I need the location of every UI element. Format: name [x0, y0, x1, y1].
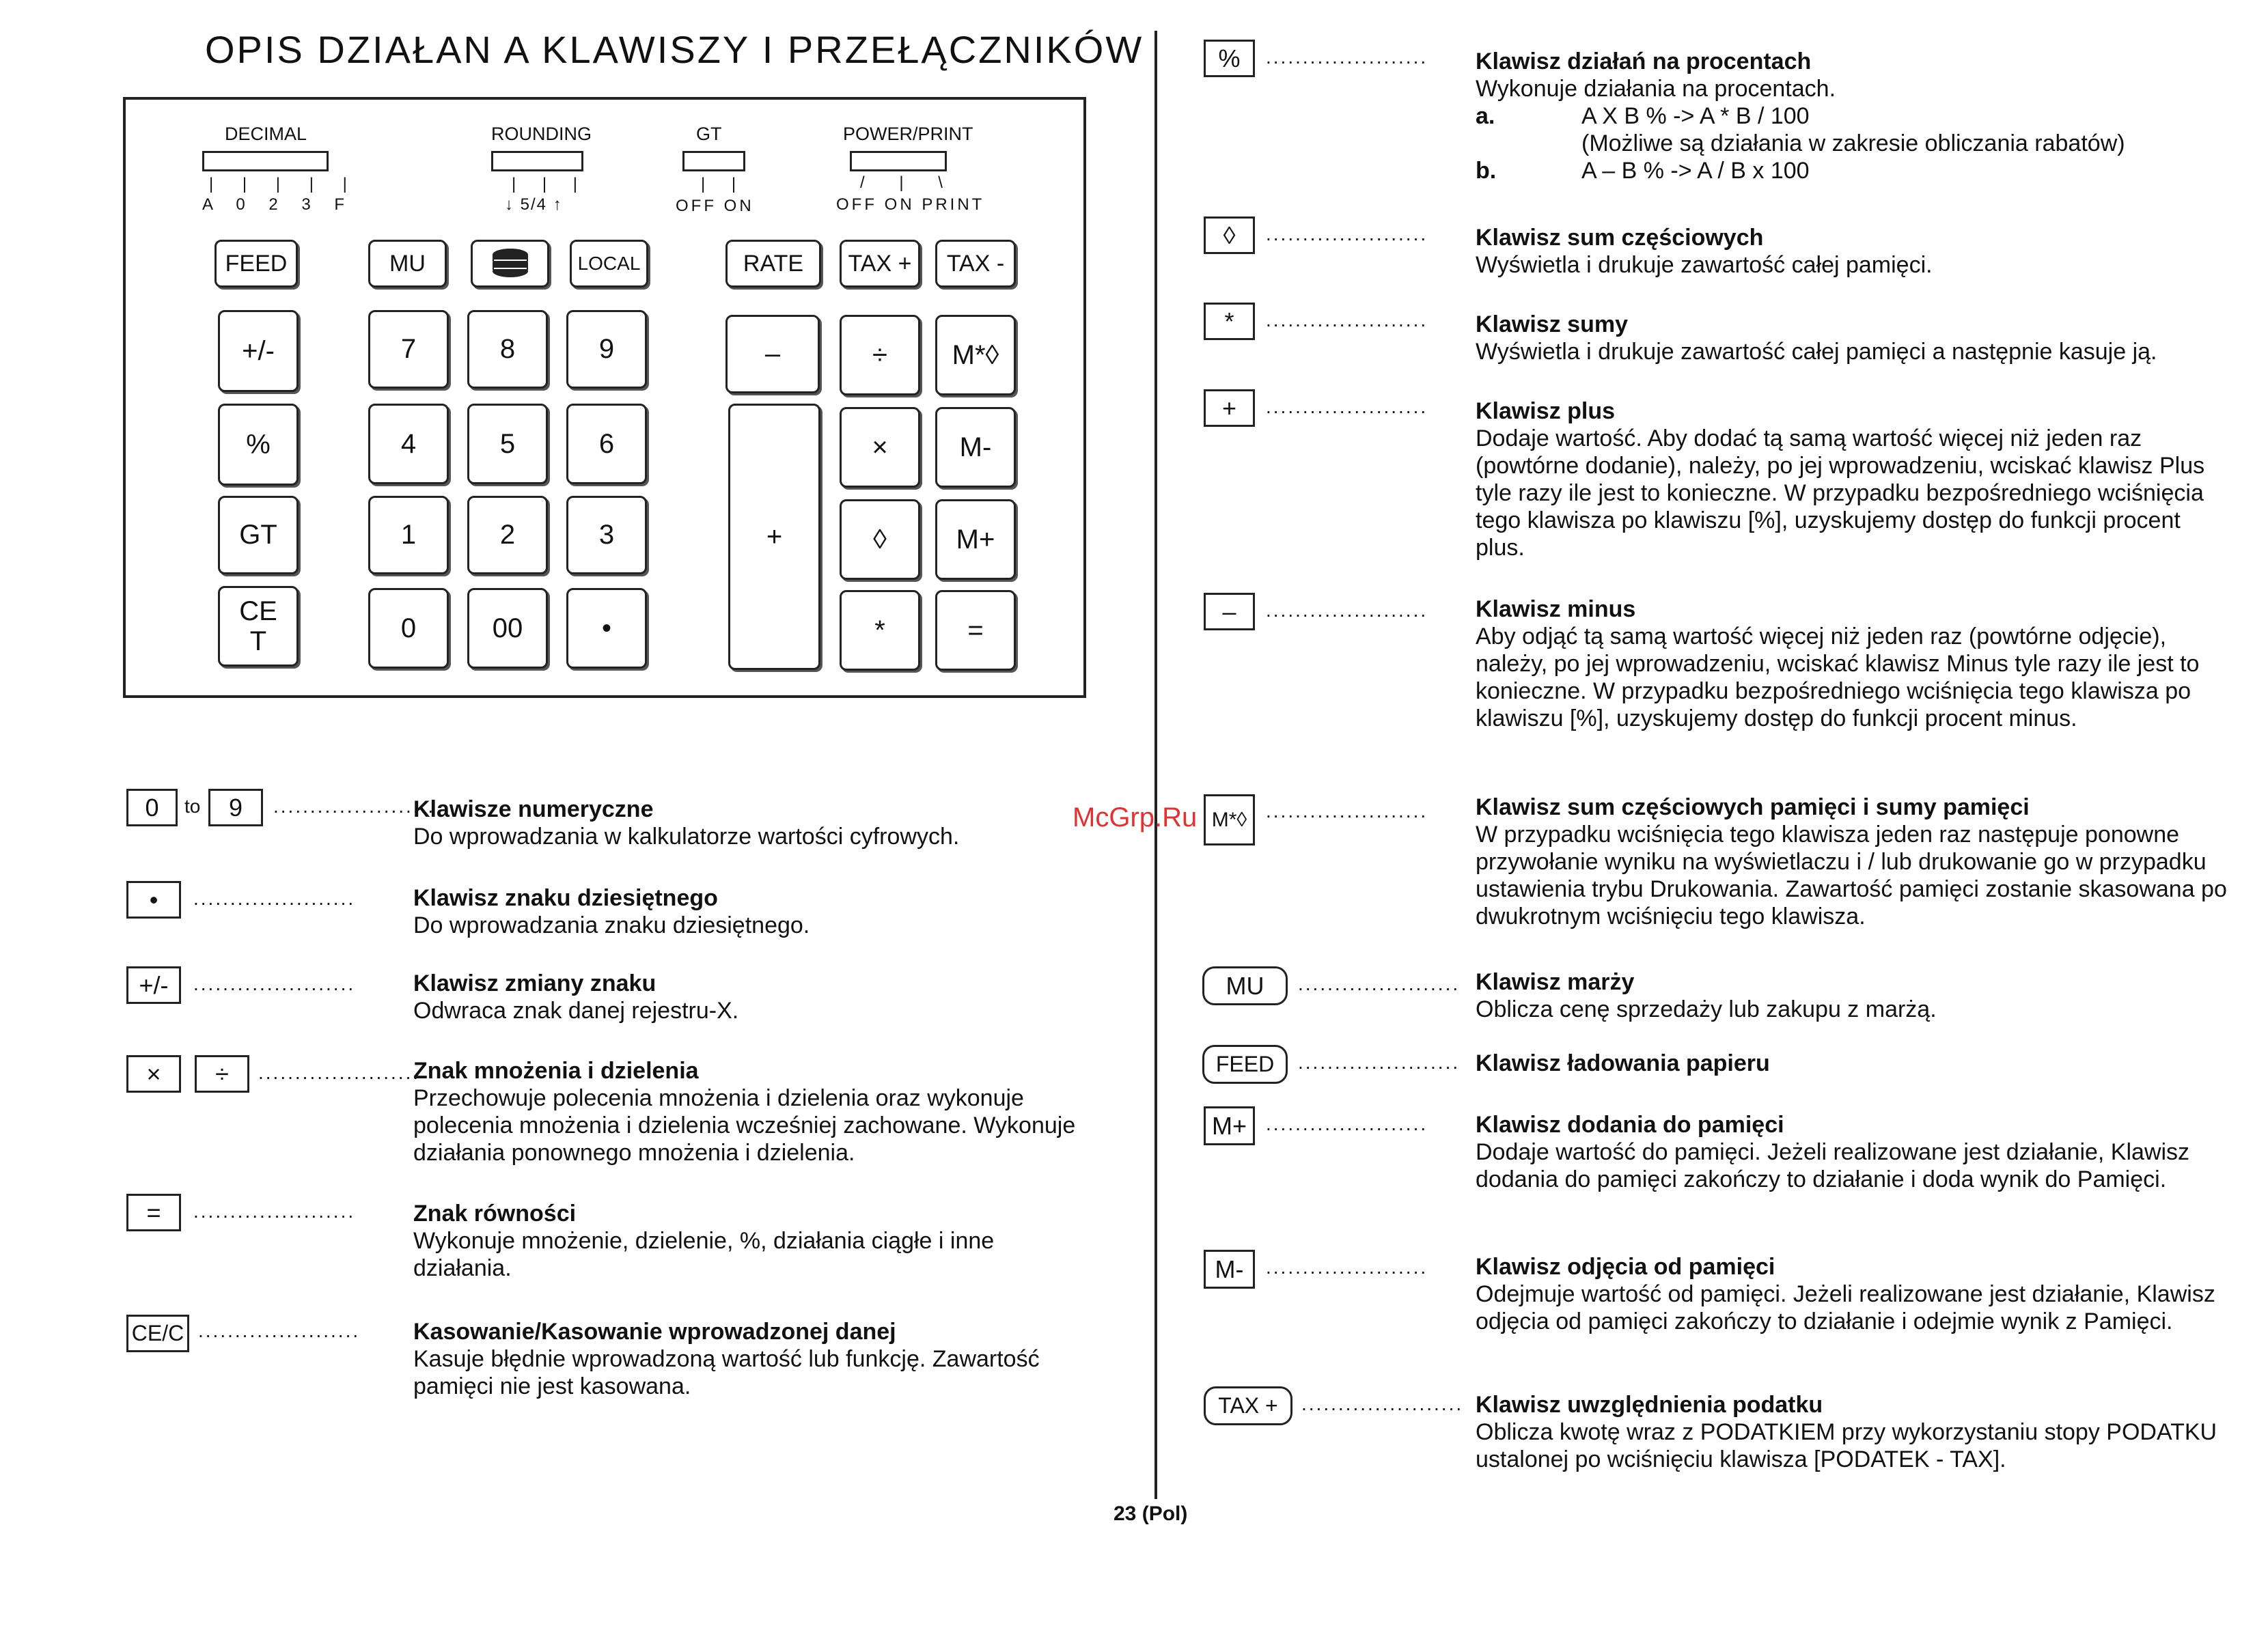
local-key[interactable]: LOCAL	[570, 240, 648, 288]
entry-title: Klawisz marży	[1476, 969, 1635, 995]
entry-text: W przypadku wciśnięcia tego klawisza jeden raz następuje ponowne przywołanie wyniku na wyświetlaczu i / lub drukowanie go w przypadku ustawienia trybu Drukowania. Zawartość pamięci zostanie skasowana po dwukrotnym wciśnięciu tego klawisza.	[1476, 822, 2227, 929]
rounding-values: ↓ 5/4 ↑	[505, 195, 563, 214]
entry-text: Dodaje wartość do pamięci. Jeżeli realizowane jest działanie, Klawisz dodania do pamięci zakończy to działanie i doda wynik do Pamięci.	[1476, 1139, 2190, 1192]
leader-dots: ......................	[193, 888, 356, 909]
leader-dots: ......................	[1301, 1393, 1464, 1414]
subtotal-key[interactable]: ◊	[840, 499, 920, 580]
entry-minus-key	[1476, 596, 2227, 732]
gt-switch[interactable]	[682, 151, 745, 171]
gt-key[interactable]: GT	[218, 496, 299, 574]
leader-dots: ......................	[1266, 396, 1428, 417]
leader-dots: ......................	[1266, 46, 1428, 68]
memory-total-icon: M*◊	[1204, 794, 1255, 845]
entry-memory-plus-key	[1476, 1111, 2227, 1193]
leader-dots: ......................	[1298, 973, 1461, 994]
mu-key[interactable]: MU	[368, 240, 447, 288]
coin-stack-icon	[490, 247, 531, 281]
entry-title: Kasowanie/Kasowanie wprowadzonej danej	[413, 1319, 896, 1345]
minus-key[interactable]: –	[725, 315, 820, 393]
gt-ticks: | |	[701, 175, 747, 193]
equals-key[interactable]: =	[935, 590, 1016, 671]
equals-icon: =	[126, 1194, 181, 1231]
column-divider	[1154, 31, 1157, 1499]
entry-title: Klawisz ładowania papieru	[1476, 1050, 1770, 1076]
ce-c-icon: CE/C	[126, 1315, 189, 1352]
page-number: 23 (Pol)	[1114, 1502, 1188, 1525]
tax-plus-icon: TAX +	[1204, 1386, 1292, 1425]
rounding-switch[interactable]	[491, 151, 583, 171]
minus-icon: –	[1204, 593, 1255, 630]
entry-numeric-keys	[413, 796, 1096, 850]
memory-plus-icon: M+	[1204, 1106, 1255, 1145]
multiply-icon: ×	[126, 1055, 181, 1093]
entry-multiply-divide	[413, 1057, 1096, 1166]
entry-text: Wykonuje mnożenie, dzielenie, %, działania ciągłe i inne działania.	[413, 1228, 995, 1281]
watermark: McGrp.Ru	[1073, 802, 1198, 833]
entry-title: Klawisz minus	[1476, 596, 1636, 622]
memory-minus-key[interactable]: M-	[935, 407, 1016, 488]
entry-text: Przechowuje polecenia mnożenia i dzielenia oraz wykonuje polecenia mnożenia i dzielenia wcześniej zachowane. Wykonuje działania ponownego mnożenia i dzielenia.	[413, 1085, 1076, 1166]
key-0-icon: 0	[126, 789, 178, 826]
formula-a-label: a.	[1476, 103, 1495, 129]
rounding-ticks: | | |	[512, 175, 589, 193]
keyboard-diagram	[123, 97, 1086, 698]
formula-a: A X B % -> A * B / 100	[1581, 103, 1810, 129]
entry-total-key	[1476, 311, 2227, 365]
key-5[interactable]: 5	[467, 404, 548, 484]
leader-dots: ......................	[1266, 223, 1428, 244]
entry-title: Klawisz odjęcia od pamięci	[1476, 1254, 1775, 1280]
entry-title: Znak równości	[413, 1201, 577, 1227]
decimal-point-icon: •	[126, 881, 181, 919]
entry-feed-key	[1476, 1050, 2227, 1077]
gt-switch-label: GT	[696, 124, 722, 144]
plus-minus-icon: +/-	[126, 966, 181, 1004]
leader-dots: ......................	[1266, 309, 1428, 331]
multiply-key[interactable]: ×	[840, 407, 920, 488]
entry-text: Oblicza kwotę wraz z PODATKIEM przy wykorzystaniu stopy PODATKU ustalonej po wciśnięciu klawisza [PODATEK - TAX].	[1476, 1419, 2217, 1472]
entry-memory-total-key	[1476, 794, 2227, 930]
power-ticks: / | \	[860, 173, 958, 192]
entry-title: Klawisz sum częściowych	[1476, 225, 1764, 251]
to-label: to	[184, 796, 201, 817]
total-icon: *	[1204, 303, 1255, 340]
key-7[interactable]: 7	[368, 310, 449, 389]
entry-plus-key	[1476, 397, 2227, 561]
formula-b: A – B % -> A / B x 100	[1581, 158, 1810, 184]
entry-title: Klawisz uwzględnienia podatku	[1476, 1392, 1823, 1418]
key-9[interactable]: 9	[566, 310, 647, 389]
mu-icon: MU	[1202, 966, 1288, 1005]
entry-text: Wyświetla i drukuje zawartość całej pamięci.	[1476, 252, 1933, 278]
entry-text: Odwraca znak danej rejestru-X.	[413, 998, 739, 1024]
entry-title: Klawisze numeryczne	[413, 796, 654, 822]
entry-title: Klawisz sumy	[1476, 311, 1628, 337]
entry-text: Dodaje wartość. Aby dodać tą samą wartość więcej niż jeden raz (powtórne dodanie), należy, po jej wprowadzeniu, wciskać klawisz Plus tyle razy ile jest to konieczne. W przypadku bezpośredniego wciśnięcia tego klawisza po klawiszu [%], uzyskujemy dostęp do funkcji procent plus.	[1476, 425, 2205, 561]
entry-equals-key	[413, 1200, 1096, 1282]
gt-values: OFF ON	[676, 197, 754, 215]
entry-clear-key	[413, 1318, 1096, 1400]
formula-a-note: (Możliwe są działania w zakresie obliczania rabatów)	[1581, 130, 2125, 156]
leader-dots: ......................	[258, 1062, 421, 1083]
percent-key[interactable]: %	[218, 404, 299, 486]
percent-icon: %	[1204, 40, 1255, 77]
decimal-switch-label: DECIMAL	[225, 124, 307, 144]
key-00[interactable]: 00	[467, 588, 548, 669]
decimal-ticks: | | | | |	[209, 175, 359, 193]
entry-title: Klawisz plus	[1476, 398, 1616, 424]
key-9-icon: 9	[208, 789, 263, 826]
key-8[interactable]: 8	[467, 310, 548, 389]
formula-b-label: b.	[1476, 158, 1497, 184]
ce-key[interactable]: CE T	[218, 586, 299, 667]
leader-dots: ......................	[193, 1201, 356, 1222]
entry-title: Klawisz dodania do pamięci	[1476, 1112, 1784, 1138]
entry-markup-key	[1476, 968, 2227, 1023]
rate-key[interactable]: RATE	[725, 240, 821, 288]
rounding-switch-label: ROUNDING	[491, 124, 592, 144]
entry-memory-minus-key	[1476, 1253, 2227, 1335]
entry-text: Oblicza cenę sprzedaży lub zakupu z marżą.	[1476, 996, 1937, 1022]
entry-text: Kasuje błędnie wprowadzoną wartość lub funkcję. Zawartość pamięci nie jest kasowana.	[413, 1346, 1040, 1399]
decimal-switch[interactable]	[202, 151, 329, 171]
leader-dots: ......................	[1266, 800, 1428, 822]
entry-text: Do wprowadzania w kalkulatorze wartości cyfrowych.	[413, 824, 960, 850]
entry-title: Klawisz działań na procentach	[1476, 48, 1812, 74]
memory-plus-key[interactable]: M+	[935, 499, 1016, 580]
feed-icon: FEED	[1202, 1045, 1288, 1084]
entry-title: Klawisz zmiany znaku	[413, 970, 656, 996]
tax-minus-key[interactable]: TAX -	[935, 240, 1016, 288]
leader-dots: ......................	[1266, 1257, 1428, 1278]
key-2[interactable]: 2	[467, 496, 548, 574]
key-4[interactable]: 4	[368, 404, 449, 484]
plus-minus-key[interactable]: +/-	[218, 310, 299, 392]
key-0[interactable]: 0	[368, 588, 449, 669]
power-print-switch[interactable]	[850, 151, 947, 171]
memory-total-key[interactable]: M*◊	[935, 315, 1016, 395]
plus-key[interactable]: +	[728, 404, 820, 670]
leader-dots: ......................	[193, 973, 356, 994]
coin-key[interactable]	[471, 240, 549, 288]
entry-title: Klawisz znaku dziesiętnego	[413, 885, 718, 911]
entry-sign-key	[413, 970, 1096, 1024]
key-3[interactable]: 3	[566, 496, 647, 574]
entry-percent-key	[1476, 48, 2227, 184]
decimal-values: A 0 2 3 F	[202, 195, 355, 214]
divide-icon: ÷	[195, 1055, 249, 1093]
decimal-point-key[interactable]: •	[566, 588, 647, 669]
leader-dots: ......................	[273, 796, 436, 817]
feed-key[interactable]: FEED	[215, 240, 298, 288]
key-6[interactable]: 6	[566, 404, 647, 484]
tax-plus-key[interactable]: TAX +	[840, 240, 920, 288]
entry-decimal-key	[413, 884, 1096, 939]
memory-minus-icon: M-	[1204, 1250, 1255, 1289]
entry-subtotal-key	[1476, 224, 2227, 279]
divide-key[interactable]: ÷	[840, 315, 920, 395]
leader-dots: ......................	[1298, 1052, 1461, 1073]
page-title: OPIS DZIAŁAN A KLAWISZY I PRZEŁĄCZNIKÓW	[205, 28, 1144, 71]
total-key[interactable]: *	[840, 590, 920, 671]
entry-tax-plus-key	[1476, 1391, 2227, 1473]
entry-text: Wyświetla i drukuje zawartość całej pamięci a następnie kasuje ją.	[1476, 339, 2157, 365]
power-switch-label: POWER/PRINT	[843, 124, 973, 144]
entry-text: Aby odjąć tą samą wartość więcej niż jeden raz (powtórne odjęcie), należy, po jej wprowadzeniu, wciskać klawisz Minus tyle razy ile jest to konieczne. W przypadku bezpośredniego wciśnięcia tego klawisza po klawiszu [%], uzyskujemy dostęp do funkcji procent minus.	[1476, 624, 2200, 731]
power-values: OFF ON PRINT	[836, 195, 985, 214]
leader-dots: ......................	[198, 1320, 361, 1341]
plus-icon: +	[1204, 389, 1255, 427]
entry-text: Do wprowadzania znaku dziesiętnego.	[413, 912, 810, 938]
entry-text: Wykonuje działania na procentach.	[1476, 76, 1836, 102]
leader-dots: ......................	[1266, 600, 1428, 621]
entry-title: Znak mnożenia i dzielenia	[413, 1058, 699, 1084]
entry-title: Klawisz sum częściowych pamięci i sumy pamięci	[1476, 794, 2030, 820]
subtotal-icon: ◊	[1204, 216, 1255, 254]
key-1[interactable]: 1	[368, 496, 449, 574]
leader-dots: ......................	[1266, 1113, 1428, 1134]
entry-text: Odejmuje wartość od pamięci. Jeżeli realizowane jest działanie, Klawisz odjęcia od pamięci zakończy to działanie i odejmie wynik z Pamięci.	[1476, 1281, 2215, 1334]
